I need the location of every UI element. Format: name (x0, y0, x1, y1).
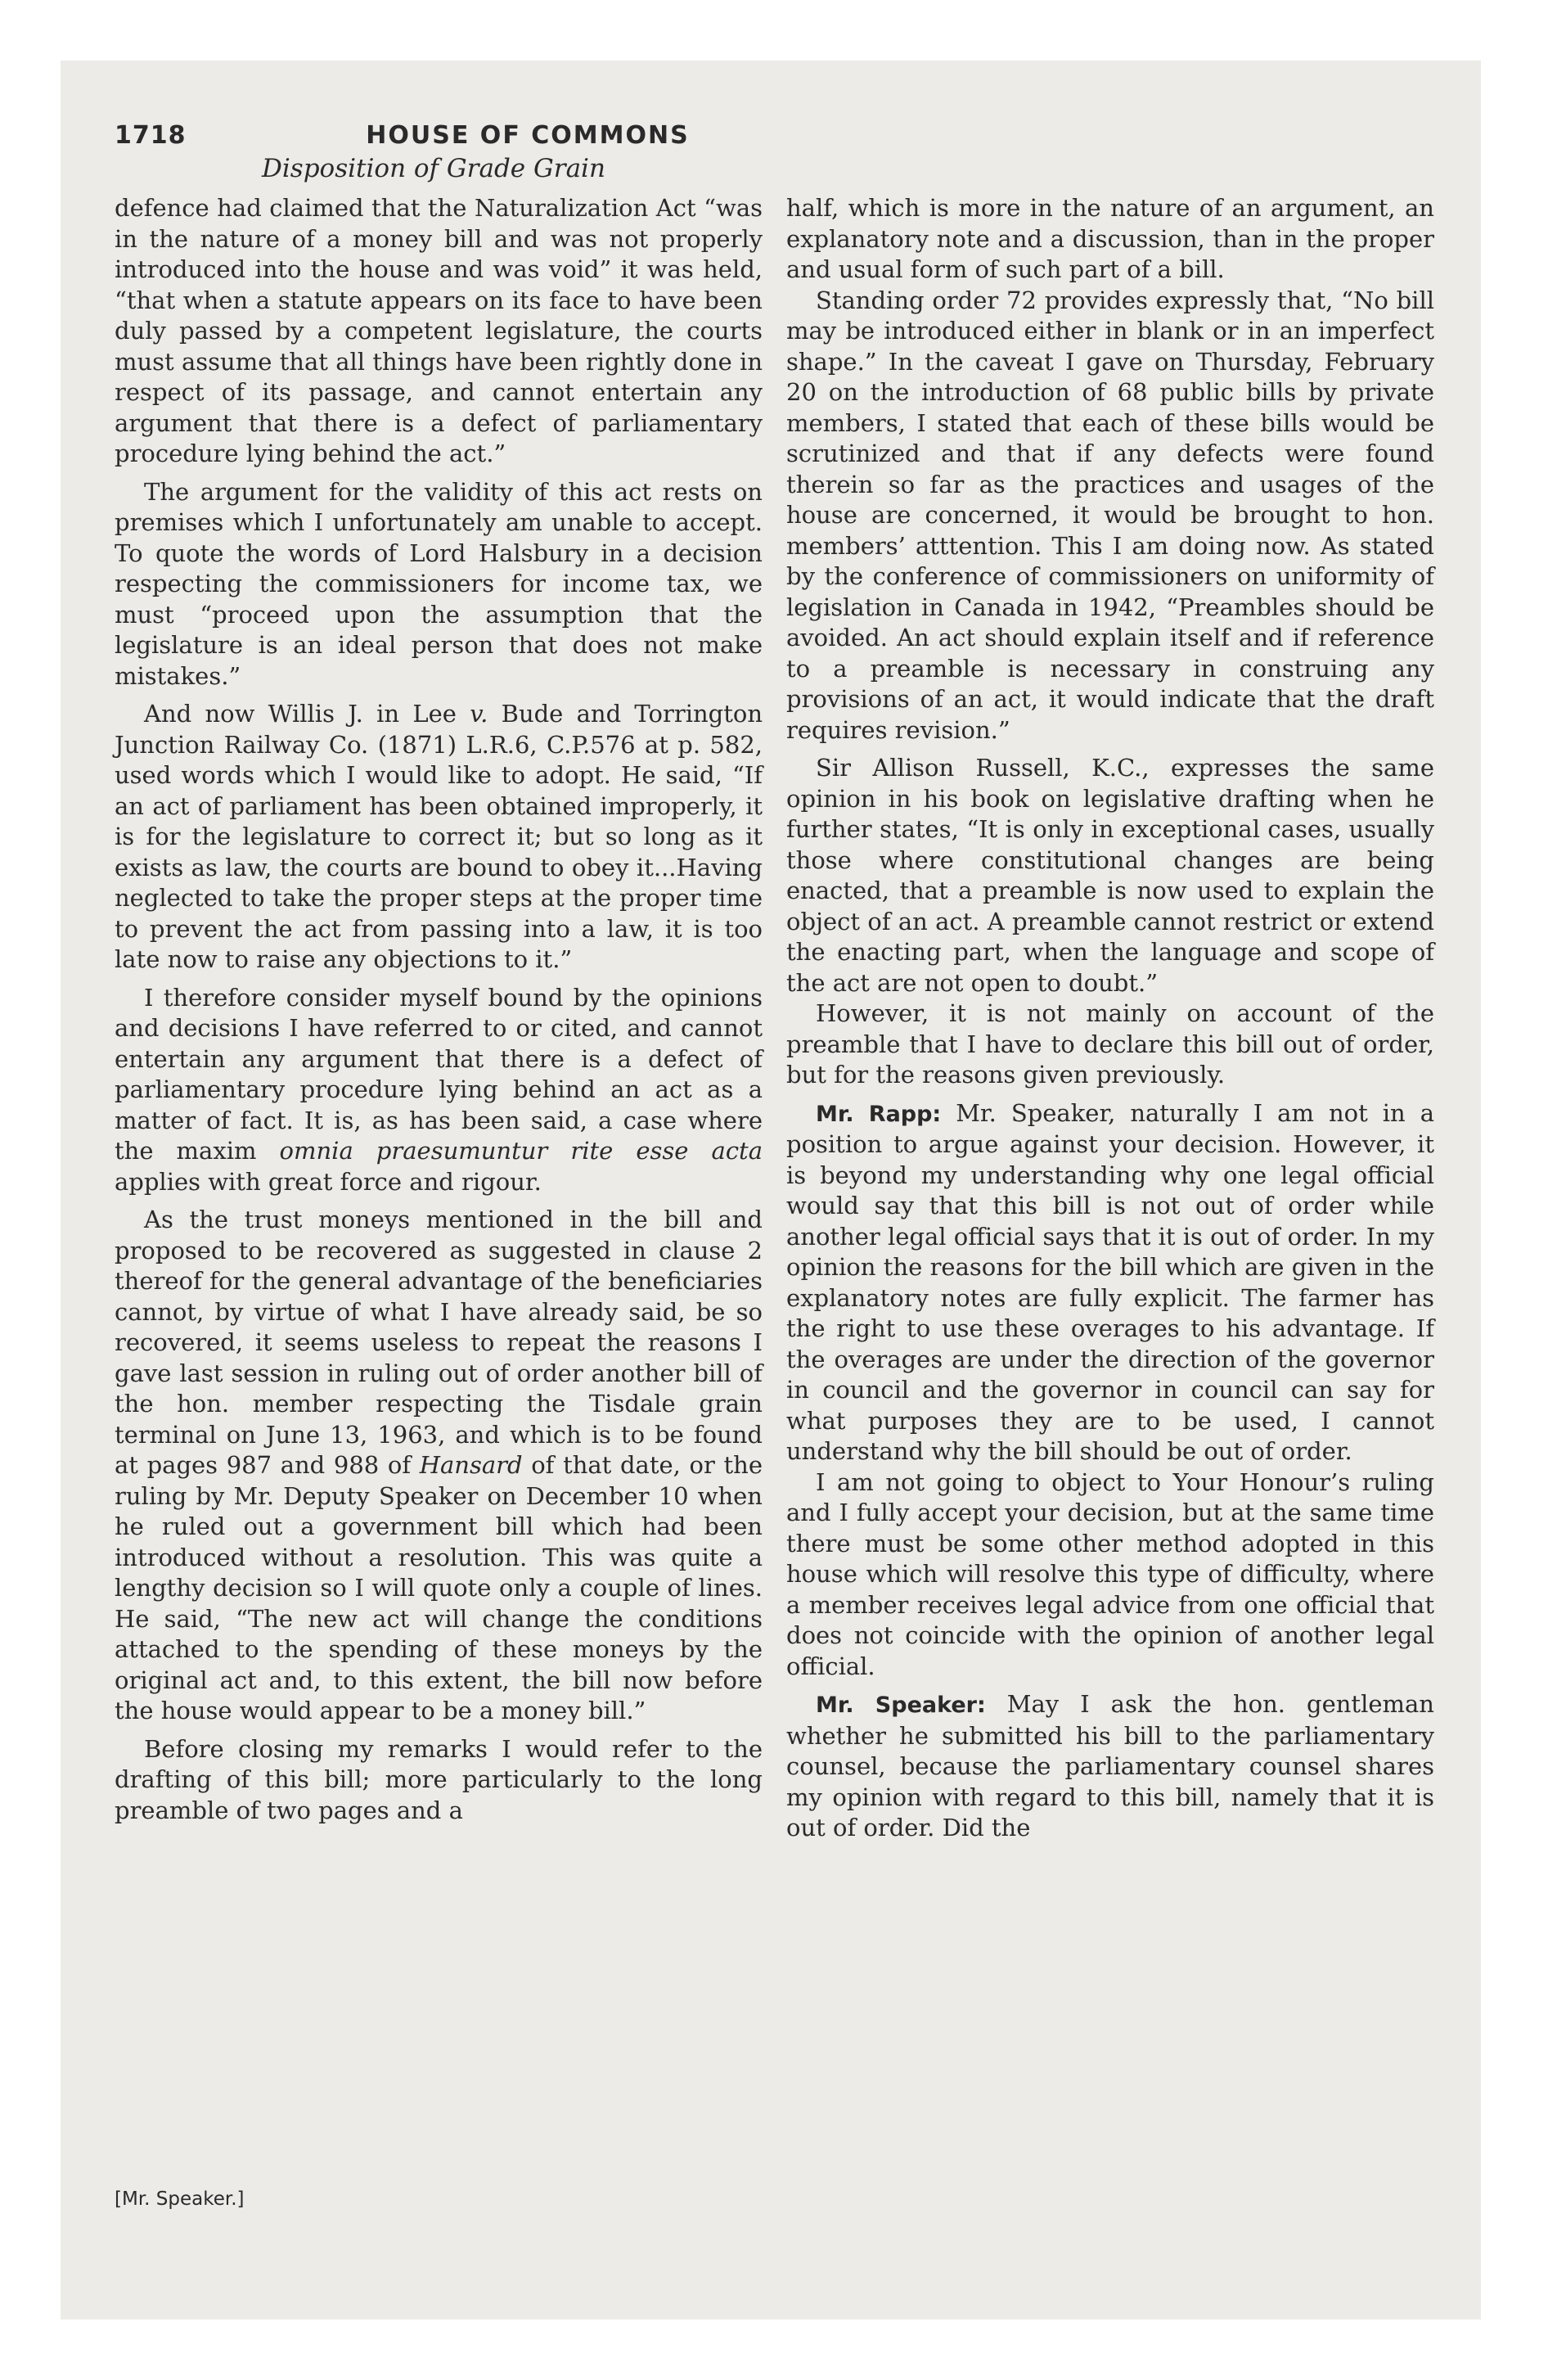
paragraph: defence had claimed that the Naturalization Act “was in the nature of a money bill and was not properly introduced into the house and was void” it was held, “that when a statute appears on its face to have been duly passed by a competent legislature, the courts must assume that all things have been rightly done in respect of its passage, and cannot entertain any argument that there is a defect of parliamentary procedure lying behind the act.” (115, 194, 763, 467)
case-versus: v. (470, 700, 488, 728)
paragraph-text: Mr. Speaker, naturally I am not in a position to argue against your decision. However, it is beyond my understanding why one legal official would say that this bill is not out of order while another legal official says that it is out of order. In my opinion the reasons for the bill which are given in the explanatory notes are fully explicit. The farmer has the right to use these overages to his advantage. If the overages are under the direction of the governor in council and the governor in council can say for what purposes they are to be used, I cannot understand why the bill should be out of order. (786, 1098, 1434, 1465)
paragraph-text: May I ask the hon. gentleman whether he submitted his bill to the parliamentary counsel, because the parliamentary counsel shares my opinion with regard to this bill, namely that it is out of order. Did the (786, 1690, 1434, 1841)
running-head: HOUSE OF COMMONS (366, 121, 690, 150)
right-column (786, 193, 1434, 1844)
paragraph (115, 699, 763, 976)
paragraph-text: applies with great force and rigour. (115, 1167, 542, 1196)
paragraph (115, 1205, 763, 1727)
latin-maxim: omnia praesumuntur rite esse acta (279, 1137, 763, 1165)
paragraph: I am not going to object to Your Honour’s ruling and I fully accept your decision, but at the same time there must be some other method adopted in this house which will resolve this type of difficulty, where a member receives legal advice from one official that does not coincide with the opinion of another legal official. (786, 1467, 1434, 1680)
paragraph: half, which is more in the nature of an argument, an explanatory note and a discussion, than in the proper and usual form of such part of a bill. (786, 194, 1434, 283)
hansard-reference: Hansard (419, 1451, 523, 1479)
page-number: 1718 (115, 121, 187, 150)
paragraph: However, it is not mainly on account of the preamble that I have to declare this bill out of order, but for the reasons given previously. (786, 999, 1434, 1089)
left-column (115, 193, 763, 1826)
section-subheading: Disposition of Grade Grain (262, 154, 605, 183)
speech-paragraph (786, 1689, 1434, 1844)
speech-paragraph (786, 1098, 1434, 1467)
paragraph-text: of that date, or the ruling by Mr. Deputy Speaker on December 10 when he ruled out a government bill which had been introduced without a resolution. This was quite a lengthy decision so I will quote only a couple of lines. He said, “The new act will change the conditions attached to the spending of these moneys by the original act and, to this extent, the bill now before the house would appear to be a money bill.” (115, 1451, 763, 1724)
speaker-footer-note: [Mr. Speaker.] (115, 2188, 245, 2210)
paragraph (115, 983, 763, 1198)
speaker-name: Mr. Rapp: (816, 1101, 942, 1127)
paragraph: Before closing my remarks I would refer to the drafting of this bill; more particularly to the long preamble of two pages and a (115, 1734, 763, 1824)
paragraph: Sir Allison Russell, K.C., expresses the same opinion in his book on legislative drafting when he further states, “It is only in exceptional cases, usually those where constitutional changes are being enacted, that a preamble is now used to explain the object of an act. A preamble cannot restrict or extend the enacting part, when the language and scope of the act are not open to doubt.” (786, 754, 1434, 997)
page-header (115, 121, 941, 157)
paragraph: Standing order 72 provides expressly that, “No bill may be introduced either in blank or in an imperfect shape.” In the caveat I gave on Thursday, February 20 on the introduction of 68 public bills by private members, I stated that each of these bills would be scrutinized and that if any defects were found therein so far as the practices and usages of the house are concerned, it would be brought to hon. members’ atttention. This I am doing now. As stated by the conference of commissioners on uniformity of legislation in Canada in 1942, “Preambles should be avoided. An act should explain itself and if reference to a preamble is necessary in construing any provisions of an act, it would indicate that the draft requires revision.” (786, 286, 1434, 744)
speaker-name: Mr. Speaker: (816, 1693, 986, 1718)
paragraph-text: As the trust moneys mentioned in the bill and proposed to be recovered as suggested in clause 2 thereof for the general advantage of the beneficiaries cannot, by virtue of what I have already said, be so recovered, it seems useless to repeat the reasons I gave last session in ruling out of order another bill of the hon. member respecting the Tisdale grain terminal on June 13, 1963, and which is to be found at pages 987 and 988 of (115, 1206, 763, 1479)
paragraph-text: Bude and Torrington Junction Railway Co. (1871) L.R.6, C.P.576 at p. 582, used words which I would like to adopt. He said, “If an act of parliament has been obtained improperly, it is for the legislature to correct it; but so long as it exists as law, the courts are bound to obey it...Having neglected to take the proper steps at the proper time to prevent the act from passing into a law, it is too late now to raise any objections to it.” (115, 700, 763, 973)
paragraph-text: I therefore consider myself bound by the opinions and decisions I have referred to or cited, and cannot entertain any argument that there is a defect of parliamentary procedure lying behind an act as a matter of fact. It is, as has been said, a case where the maxim (115, 983, 763, 1165)
paragraph: The argument for the validity of this act rests on premises which I unfortunately am unable to accept. To quote the words of Lord Halsbury in a decision respecting the commissioners for income tax, we must “proceed upon the assumption that the legislature is an ideal person that does not make mistakes.” (115, 477, 763, 690)
paragraph-text: And now Willis J. in Lee (144, 700, 470, 728)
